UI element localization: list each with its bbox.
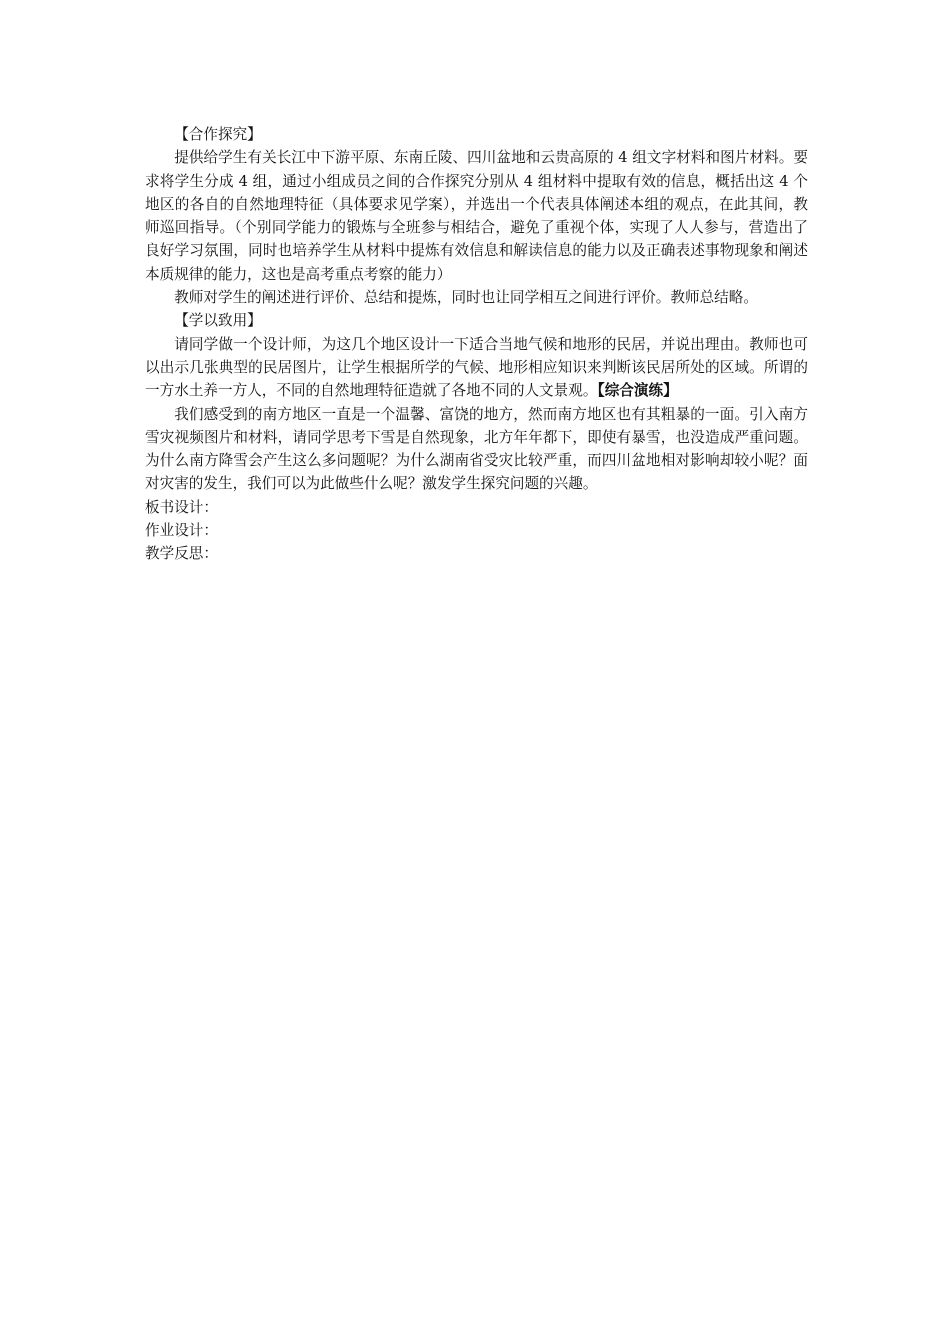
paragraph-application-text: 请同学做一个设计师，为这几个地区设计一下适合当地气候和地形的民居，并说出理由。教师也可以出示几张典型的民居图片，让学生根据所学的气候、地形相应知识来判断该民居所处的区域。所谓的一方水土养一方人，不同的自然地理特征造就了各地不同的人文景观。 [145,335,808,400]
paragraph-cooperation-2: 教师对学生的阐述进行评价、总结和提炼，同时也让同学相互之间进行评价。教师总结略。 [174,289,758,307]
section-heading-application: 【学以致用】 [174,312,262,330]
board-design-label: 板书设计： [145,498,218,516]
homework-design-label: 作业设计： [145,522,218,540]
section-heading-practice: 【综合演练】 [597,382,678,400]
paragraph-application-1 [145,333,808,403]
section-heading-cooperation: 【合作探究】 [174,126,262,143]
paragraph-practice-1: 我们感受到的南方地区一直是一个温馨、富饶的地方，然而南方地区也有其粗暴的一面。引入南方雪灾视频图片和材料，请同学思考下雪是自然现象，北方年年都下，即使有暴雪，也没造成严重问题。为什么南方降雪会产生这么多问题呢？为什么湖南省受灾比较严重，而四川盆地相对影响却较小呢？面对灾害的发生，我们可以为此做些什么呢？激发学生探究问题的兴趣。 [145,405,808,493]
document-page [145,123,808,566]
teaching-reflection-label: 教学反思： [145,545,218,563]
paragraph-cooperation-1: 提供给学生有关长江中下游平原、东南丘陵、四川盆地和云贵高原的 4 组文字材料和图片材料。要求将学生分成 4 组，通过小组成员之间的合作探究分别从 4 组材料中提取有效的信息，概括出这 4 个地区的各自的自然地理特征（具体要求见学案），并选出一个代表具体阐述本组的观点，在此其间，教师巡回指导。（个别同学能力的锻炼与全班参与相结合，避免了重视个体，实现了人人参与，营造出了良好学习氛围，同时也培养学生从材料中提炼有效信息和解读信息的能力以及正确表述事物现象和阐述本质规律的能力，这也是高考重点考察的能力） [145,149,808,283]
